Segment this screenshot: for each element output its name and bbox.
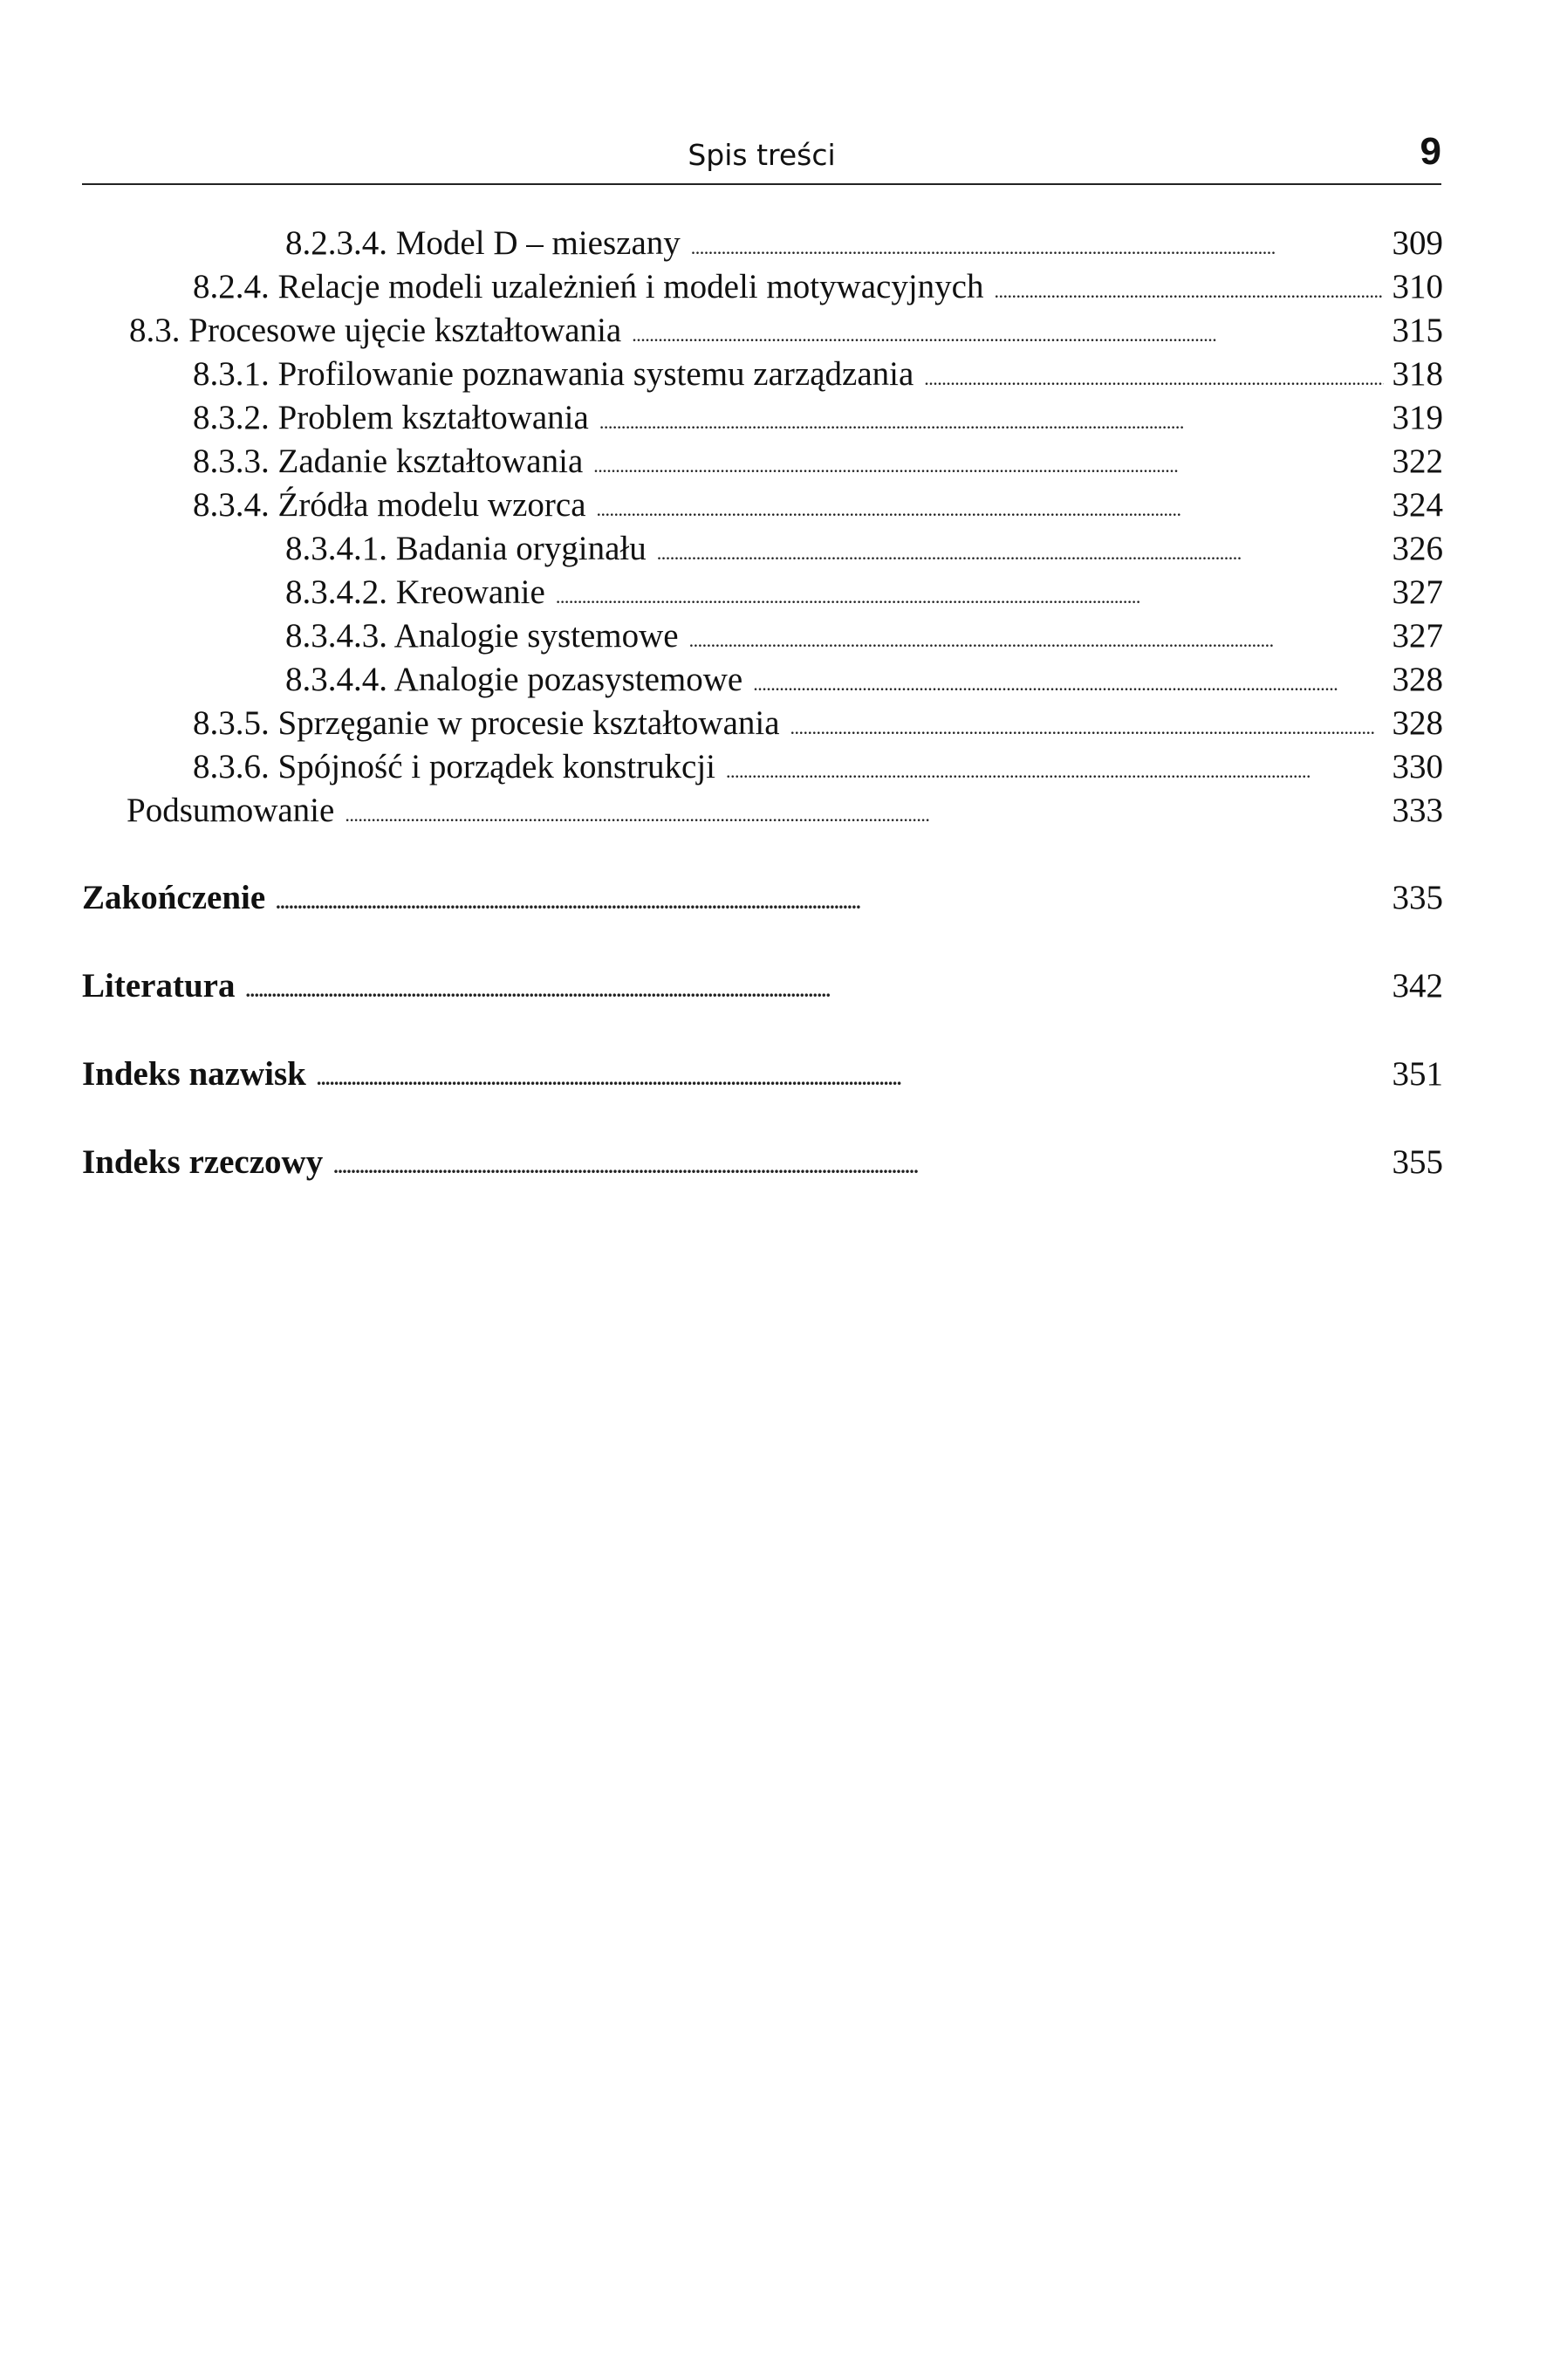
toc-entry[interactable] bbox=[193, 485, 1443, 530]
toc-entry-page: 309 bbox=[1392, 224, 1443, 262]
toc-chapter-entry[interactable] bbox=[82, 966, 1443, 1011]
toc-entry[interactable] bbox=[285, 660, 1443, 704]
toc-entry-label: 8.3.3. Zadanie kształtowania bbox=[193, 442, 584, 480]
page-number: 9 bbox=[1420, 130, 1441, 173]
toc-leader-dots bbox=[556, 573, 1384, 617]
toc-leader-dots bbox=[345, 791, 1383, 835]
toc-entry-label: Podsumowanie bbox=[127, 792, 335, 829]
toc-entry-page: 322 bbox=[1392, 442, 1443, 480]
toc-leader-dots bbox=[657, 529, 1384, 573]
toc-entry-label: 8.3.1. Profilowanie poznawania systemu zarządzania bbox=[193, 355, 914, 393]
toc-chapter-entry[interactable] bbox=[82, 878, 1443, 923]
toc-leader-dots bbox=[245, 966, 1383, 1011]
toc-entry-label: Indeks nazwisk bbox=[82, 1055, 306, 1093]
toc-entry[interactable] bbox=[285, 616, 1443, 661]
toc-leader-dots bbox=[333, 1142, 1383, 1187]
toc-leader-dots bbox=[597, 485, 1384, 530]
toc-entry-label: 8.3. Procesowe ujęcie kształtowania bbox=[129, 312, 622, 349]
toc-entry-page: 328 bbox=[1392, 704, 1443, 742]
toc-leader-dots bbox=[599, 398, 1384, 442]
toc-leader-dots bbox=[593, 442, 1383, 486]
toc-leader-dots bbox=[689, 616, 1384, 661]
toc-entry[interactable] bbox=[285, 529, 1443, 573]
toc-entry-page: 324 bbox=[1392, 486, 1443, 524]
toc-entry[interactable] bbox=[285, 223, 1443, 268]
toc-entry[interactable] bbox=[193, 267, 1443, 312]
toc-entry-label: 8.3.2. Problem kształtowania bbox=[193, 399, 589, 436]
toc-entry[interactable] bbox=[193, 703, 1443, 748]
toc-entry-page: 318 bbox=[1392, 355, 1443, 393]
toc-entry-label: 8.2.4. Relacje modeli uzależnień i modeli motywacyjnych bbox=[193, 268, 984, 305]
toc-entry-page: 315 bbox=[1392, 312, 1443, 349]
toc-leader-dots bbox=[276, 878, 1383, 923]
toc-entry-page: 319 bbox=[1392, 399, 1443, 436]
toc-entry-label: 8.3.6. Spójność i porządek konstrukcji bbox=[193, 748, 715, 785]
toc-entry-label: 8.2.3.4. Model D – mieszany bbox=[285, 224, 681, 262]
toc-entry-label: Literatura bbox=[82, 967, 236, 1005]
toc-entry-label: Zakończenie bbox=[82, 879, 266, 916]
toc-entry[interactable] bbox=[129, 311, 1443, 355]
toc-entry-label: 8.3.4.2. Kreowanie bbox=[285, 573, 545, 611]
toc-entry-page: 342 bbox=[1392, 967, 1443, 1005]
toc-entry-page: 310 bbox=[1392, 268, 1443, 305]
toc-leader-dots bbox=[726, 747, 1384, 792]
toc-entry-page: 330 bbox=[1392, 748, 1443, 785]
toc-entry-label: 8.3.4. Źródła modelu wzorca bbox=[193, 486, 586, 524]
toc-entry-label: 8.3.4.4. Analogie pozasystemowe bbox=[285, 661, 743, 698]
toc-entry-page: 333 bbox=[1392, 792, 1443, 829]
toc-entry-page: 335 bbox=[1392, 879, 1443, 916]
toc-leader-dots bbox=[753, 660, 1383, 704]
toc-entry-label: 8.3.4.1. Badania oryginału bbox=[285, 530, 647, 567]
toc-entry[interactable] bbox=[127, 791, 1443, 835]
running-title: Spis treści bbox=[688, 138, 836, 172]
toc-entry-page: 351 bbox=[1392, 1055, 1443, 1093]
toc-leader-dots bbox=[924, 354, 1383, 399]
toc-entry[interactable] bbox=[193, 442, 1443, 486]
toc-entry[interactable] bbox=[193, 354, 1443, 399]
toc-entry[interactable] bbox=[285, 573, 1443, 617]
toc-leader-dots bbox=[691, 223, 1384, 268]
toc-leader-dots bbox=[790, 703, 1384, 748]
toc-leader-dots bbox=[317, 1054, 1384, 1099]
toc-leader-dots bbox=[994, 267, 1383, 312]
toc-entry[interactable] bbox=[193, 398, 1443, 442]
toc-entry-page: 355 bbox=[1392, 1143, 1443, 1181]
toc-chapter-entry[interactable] bbox=[82, 1054, 1443, 1099]
toc-entry-label: 8.3.5. Sprzęganie w procesie kształtowania bbox=[193, 704, 780, 742]
toc-entry[interactable] bbox=[193, 747, 1443, 792]
toc-entry-page: 328 bbox=[1392, 661, 1443, 698]
toc-entry-page: 326 bbox=[1392, 530, 1443, 567]
toc-entry-label: 8.3.4.3. Analogie systemowe bbox=[285, 617, 679, 655]
toc-leader-dots bbox=[632, 311, 1383, 355]
toc-entry-page: 327 bbox=[1392, 573, 1443, 611]
toc-chapter-entry[interactable] bbox=[82, 1142, 1443, 1187]
toc-entry-page: 327 bbox=[1392, 617, 1443, 655]
toc-entry-label: Indeks rzeczowy bbox=[82, 1143, 324, 1181]
